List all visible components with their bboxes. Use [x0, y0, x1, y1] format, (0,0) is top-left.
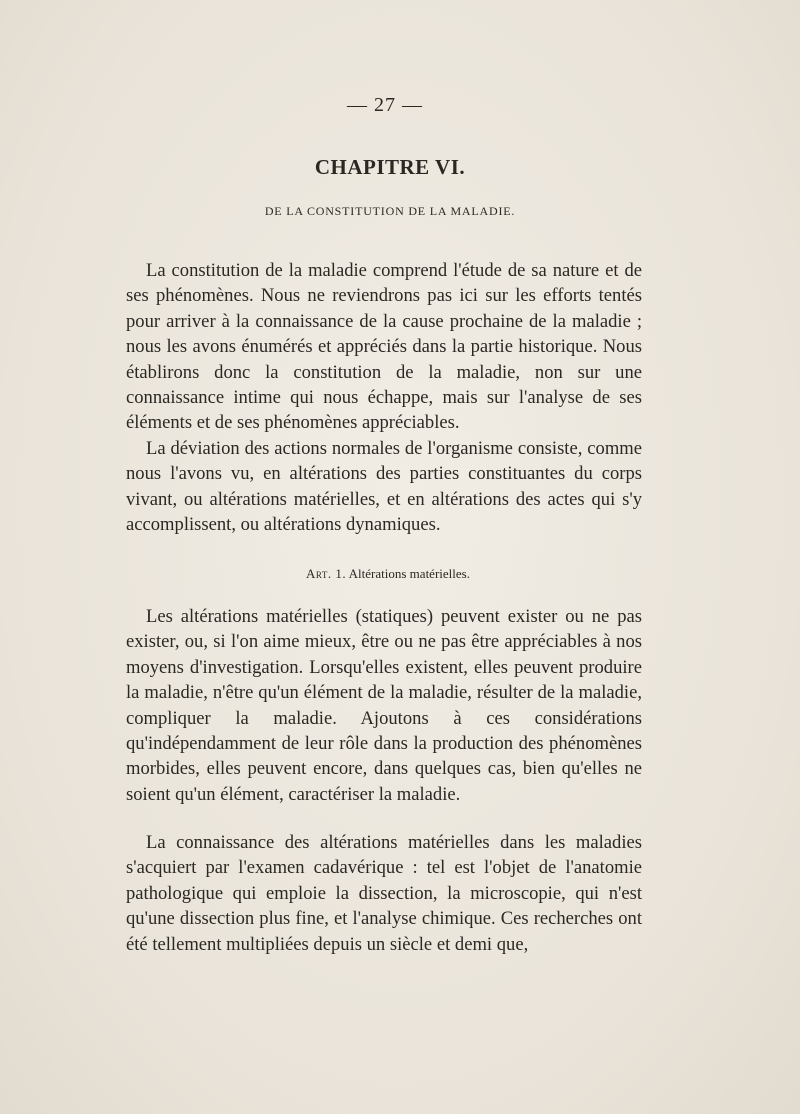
paragraph-2: La déviation des actions normales de l'organisme consiste, comme nous l'avons vu, en altérations des parties constituantes du corps vivant, ou altérations matérielles, et en altérations des actes qui s'y accomplissent, ou altérations dynamiques. — [126, 438, 642, 536]
article-title: Altérations matérielles. — [348, 566, 470, 581]
page-number: — 27 — — [347, 94, 423, 116]
paragraph-4: La connaissance des altérations matérielles dans les maladies s'acquiert par l'examen cadavérique : tel est l'objet de l'anatomie pathologique qui emploie la dissection, la microscopie, qui n'est qu'une dissection plus fine, et l'analyse chimique. Ces recherches ont été tellement multipliées depuis un siècle et demi que, — [126, 832, 642, 955]
article-heading — [0, 566, 776, 582]
chapter-title: CHAPITRE VI. — [314, 155, 466, 179]
section-title: DE LA CONSTITUTION DE LA MALADIE. — [264, 204, 516, 218]
paragraph-1: La constitution de la maladie comprend l'étude de sa nature et de ses phénomènes. Nous ne reviendrons pas ici sur les efforts tentés pour arriver à la connaissance de la cause prochaine de la maladie ; nous les avons énumérés et appréciés dans la partie historique. Nous établirons donc la constitution de la maladie, non sur une connaissance intime qui nous échappe, mais sur l'analyse de ses éléments et de ses phénomènes appréciables. — [126, 260, 642, 434]
paragraph-3: Les altérations matérielles (statiques) peuvent exister ou ne pas exister, ou, si l'on aime mieux, être ou ne pas être appréciables à nos moyens d'investigation. Lorsqu'elles existent, elles peuvent produire la maladie, n'être qu'un élément de la maladie, résulter de la maladie, compliquer la maladie. Ajoutons à ces considérations qu'indépendamment de leur rôle dans la production des phénomènes morbides, elles peuvent encore, dans quelques cas, bien qu'elles ne soient qu'un élément, caractériser la maladie. — [126, 606, 642, 805]
article-number: Art. 1. — [306, 566, 347, 581]
